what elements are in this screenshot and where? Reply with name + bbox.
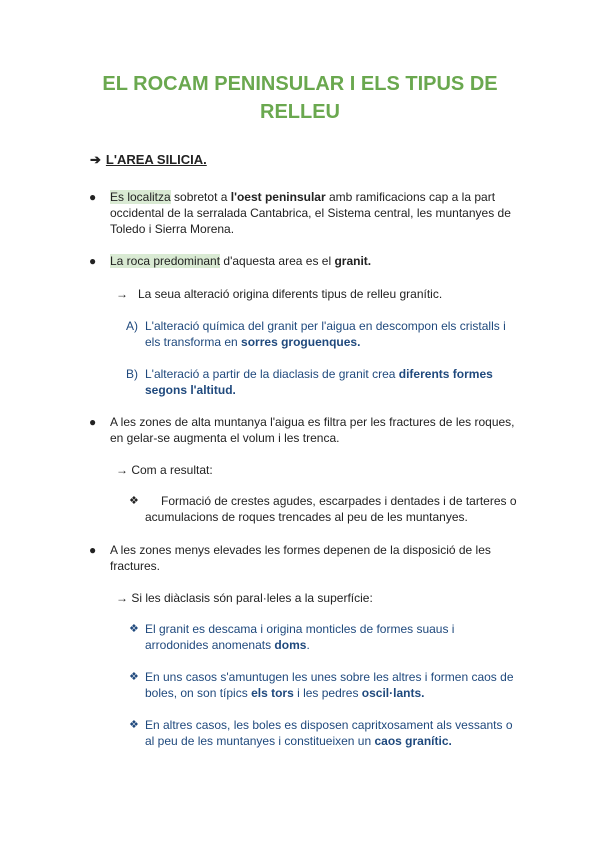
bold-text: oscil·lants.	[361, 686, 425, 700]
diamond-bullet-icon: ❖	[129, 495, 139, 507]
arrow-line: → Com a resultat:	[116, 463, 213, 477]
diamond-bullet-icon: ❖	[129, 623, 139, 635]
bold-text: l'oest peninsular	[230, 190, 326, 204]
bullet-icon: ●	[89, 543, 97, 557]
diamond-item: El granit es descama i origina monticles de formes suaus i arrodonides anomenats doms.	[145, 622, 455, 652]
title-line-2: RELLEU	[260, 101, 340, 123]
bold-text: doms	[274, 638, 307, 652]
section-heading	[90, 151, 207, 169]
diamond-bullet-icon: ❖	[129, 671, 139, 683]
bold-text: granit.	[334, 254, 372, 268]
highlighted-text: La roca predominant	[110, 254, 221, 268]
list-label-b: B)	[126, 367, 138, 381]
bold-text: els tors	[251, 686, 294, 700]
highlighted-text: Es localitza	[110, 190, 171, 204]
bold-text: sorres groguenques.	[241, 335, 361, 349]
bold-text: segons l'altitud.	[145, 383, 236, 397]
section-heading-text: L'AREA SILICIA.	[105, 152, 207, 167]
bullet-paragraph: La roca predominant d'aquesta area es el granit.	[110, 254, 372, 268]
title-line-1: EL ROCAM PENINSULAR I ELS TIPUS DE	[102, 73, 498, 95]
bullet-icon: ●	[89, 190, 97, 204]
bullet-paragraph: A les zones menys elevades les formes depenen de la disposició de les fractures.	[110, 543, 491, 573]
bullet-icon: ●	[89, 254, 97, 268]
arrow-right-icon: →	[116, 287, 128, 301]
diamond-item: Formació de crestes agudes, escarpades i dentades i de tarteres o acumulacions de roques trencades al peu de les muntanyes.	[145, 494, 517, 524]
diamond-item: En uns casos s'amuntugen les unes sobre les altres i formen caos de boles, on son típics els tors i les pedres oscil·lants.	[145, 670, 514, 700]
bullet-paragraph: Es localitza sobretot a l'oest peninsular amb ramificacions cap a la part occidental de la serralada Cantabrica, el Sistema central, les muntanyes de Toledo i Sierra Morena.	[110, 190, 511, 236]
diamond-bullet-icon: ❖	[129, 719, 139, 731]
list-item-b: L'alteració a partir de la diaclasis de granit crea diferents formes segons l'altitud.	[145, 367, 493, 397]
bold-text: caos granític.	[374, 734, 452, 748]
list-label-a: A)	[126, 319, 138, 333]
bullet-paragraph: A les zones de alta muntanya l'aigua es filtra per les fractures de les roques, en gelar-se augmenta el volum i les trenca.	[110, 415, 515, 445]
arrow-line: → La seua alteració origina diferents tipus de relleu granític.	[116, 287, 443, 301]
list-item-a: L'alteració química del granit per l'aigua en descompon els cristalls i els transforma en sorres groguenques.	[145, 319, 506, 349]
arrow-line: → Si les diàclasis són paral·leles a la superfície:	[116, 591, 373, 605]
arrow-icon: ➔	[90, 152, 101, 167]
page-title	[60, 70, 540, 126]
diamond-item: En altres casos, les boles es disposen capritxosament als vessants o al peu de les muntanyes i constitueixen un caos granític.	[145, 718, 513, 748]
bullet-icon: ●	[89, 415, 97, 429]
bold-text: diferents formes	[398, 367, 493, 381]
